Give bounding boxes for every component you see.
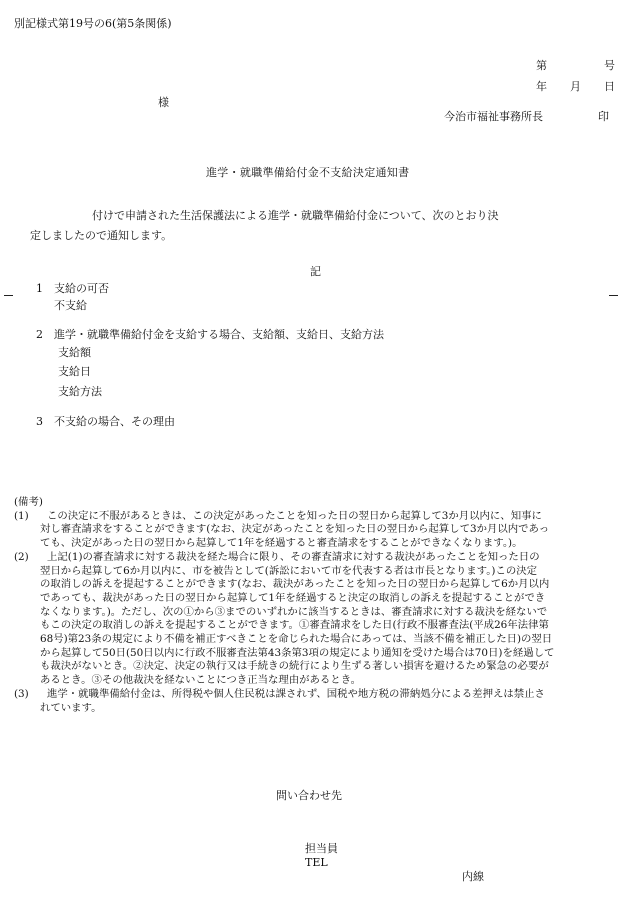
note-2	[14, 551, 620, 688]
note-2-line: も裁決がないとき。②決定、決定の執行又は手続きの続行により生ずる著しい損害を避けるため緊急の必要が	[40, 660, 549, 673]
document-title: 進学・就職準備給付金不支給決定通知書	[206, 166, 410, 179]
notes-heading: (備考)	[14, 496, 43, 508]
recipient-suffix: 様	[158, 96, 169, 109]
note-3-number: (3)	[14, 687, 29, 700]
note-2-line: なくなります。)。ただし、次の①から③までのいずれかに該当するときは、審査請求に対する裁決を経ないで	[40, 605, 548, 618]
body-line-2: 定しましたので通知します。	[30, 229, 173, 242]
note-3-line: れています。	[40, 701, 102, 714]
note-2-line: 上記(1)の審査請求に対する裁決を経た場合に限り、その審査請求に対する裁決があったことを知った日の	[47, 550, 540, 563]
note-2-line: もこの決定の取消しの訴えを提起することができます。①審査請求をした日(行政不服審査法(平成26年法律第	[40, 619, 549, 632]
contact-extension: 内線	[462, 870, 484, 883]
ki-heading: 記	[310, 265, 321, 278]
note-2-line: の取消しの訴えを提起することができます(なお、裁決があったことを知った日の翌日から起算して6か月以内	[40, 578, 550, 591]
item1-value: 不支給	[54, 299, 87, 312]
item2-number: 2	[36, 328, 43, 341]
left-fold-mark	[4, 295, 13, 296]
seal-mark: 印	[598, 110, 609, 123]
item3-label: 不支給の場合、その理由	[54, 415, 175, 428]
number-prefix: 第	[536, 59, 547, 72]
note-3-line: 進学・就職準備給付金は、所得税や個人住民税は課されず、国税や地方税の滞納処分による差押えは禁止さ	[47, 687, 545, 700]
item3-number: 3	[36, 415, 43, 428]
item2-date: 支給日	[58, 365, 91, 378]
body-line-1: 付けで申請された生活保護法による進学・就職準備給付金について、次のとおり決	[92, 209, 499, 222]
note-2-line: あるとき。③その他裁決を経ないことにつき正当な理由があるとき。	[40, 674, 362, 687]
note-2-number: (2)	[14, 550, 29, 563]
note-2-line: 68号)第23条の規定により不備を補正すべきことを命じられた場合にあっては、当該不備を補正した日)の翌日	[40, 633, 553, 646]
note-2-line: 翌日から起算して6か月以内に、市を被告として(訴訟において市を代表する者は市長となります。)この決定	[40, 564, 538, 577]
number-suffix: 号	[604, 59, 615, 72]
notes-section	[14, 496, 620, 715]
item2-label: 進学・就職準備給付金を支給する場合、支給額、支給日、支給方法	[54, 328, 384, 341]
item1-number: 1	[36, 282, 43, 295]
note-1-line: ても、決定があった日の翌日から起算して1年を経過すると審査請求をすることができなくなります。)。	[40, 537, 523, 550]
contact-heading: 問い合わせ先	[276, 789, 342, 802]
contact-tel: TEL	[305, 856, 328, 869]
date-day: 日	[604, 80, 615, 93]
form-label: 別記様式第19号の6(第5条関係)	[14, 17, 172, 30]
date-year: 年	[536, 80, 547, 93]
item2-amount: 支給額	[58, 346, 91, 359]
note-1-line: この決定に不服があるときは、この決定があったことを知った日の翌日から起算して3か月以内に、知事に	[47, 509, 542, 522]
issuer: 今治市福祉事務所長	[444, 110, 543, 123]
item1-label: 支給の可否	[54, 282, 109, 295]
right-fold-mark	[609, 295, 618, 296]
note-2-line: であっても、裁決があった日の翌日から起算して1年を経過すると決定の取消しの訴えを提起することができ	[40, 591, 546, 604]
note-2-line: から起算して50日(50日以内に行政不服審査法第43条第3項の規定により通知を受けた場合は70日)を経過して	[40, 646, 555, 659]
note-1	[14, 510, 620, 551]
note-1-line: 対し審査請求をすることができます(なお、決定があったことを知った日の翌日から起算して3か月以内であっ	[40, 523, 550, 536]
item2-method: 支給方法	[58, 385, 102, 398]
note-1-number: (1)	[14, 509, 29, 522]
date-month: 月	[570, 80, 581, 93]
contact-staff: 担当員	[305, 842, 338, 855]
note-3	[14, 688, 620, 715]
